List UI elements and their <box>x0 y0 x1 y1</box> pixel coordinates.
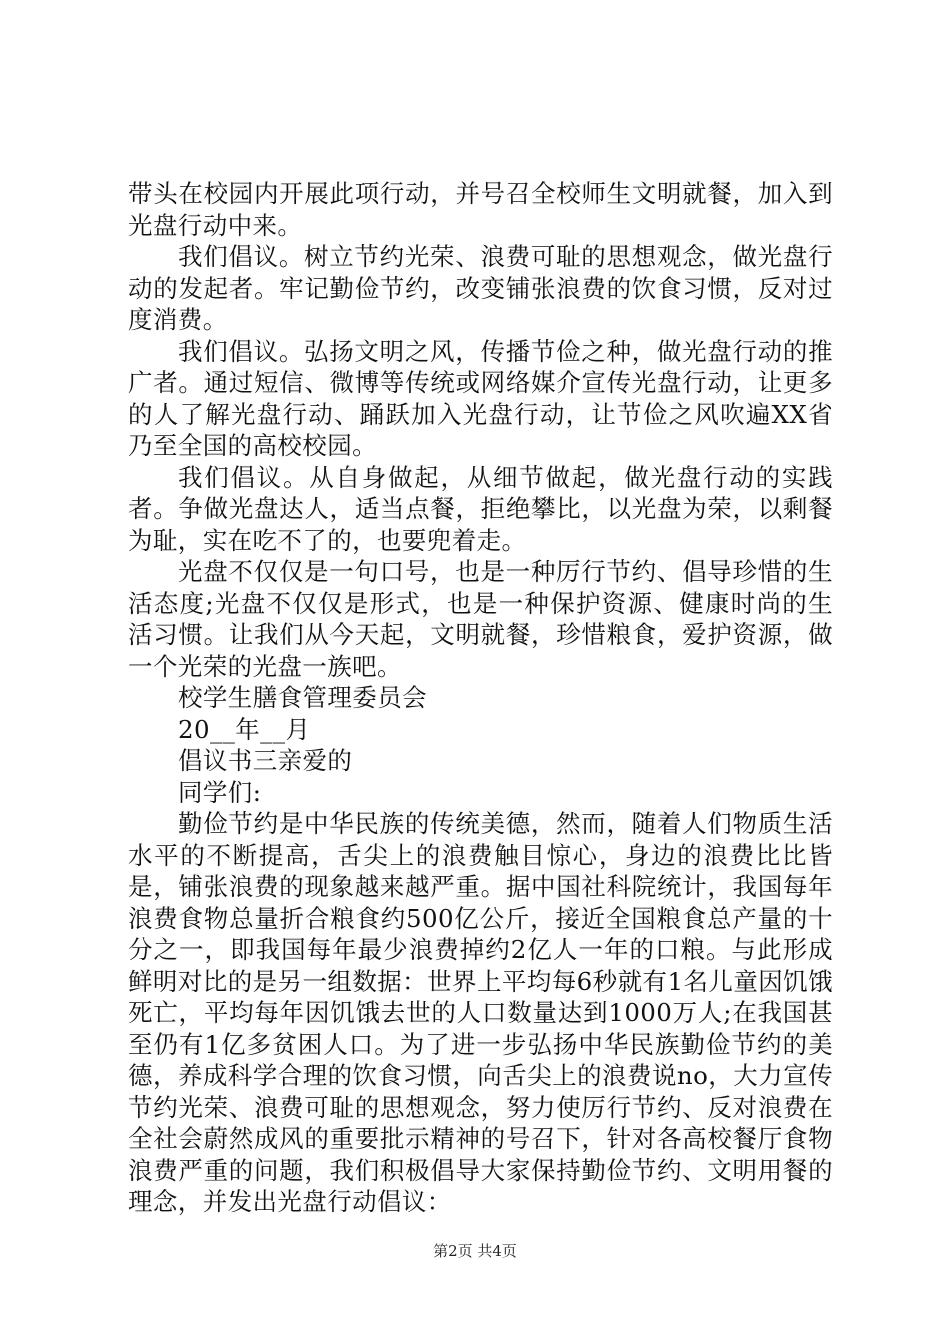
paragraph-continuation: 带头在校园内开展此项行动，并号召全校师生文明就餐，加入到光盘行动中来。 <box>128 179 833 240</box>
paragraph-body: 勤俭节约是中华民族的传统美德，然而，随着人们物质生活水平的不断提高，舌尖上的浪费触目惊心，身边的浪费比比皆是，铺张浪费的现象越来越严重。据中国社科院统计，我国每年浪费食物总量折合粮食约500亿公斤，接近全国粮食总产量的十分之一，即我国每年最少浪费掉约2亿人一年的口粮。与此形成鲜明对比的是另一组数据：世界上平均每6秒就有1名儿童因饥饿死亡，平均每年因饥饿去世的人口数量达到1000万人;在我国甚至仍有1亿多贫困人口。为了进一步弘扬中华民族勤俭节约的美德，养成科学合理的饮食习惯，向舌尖上的浪费说no，大力宣传节约光荣、浪费可耻的思想观念，努力使厉行节约、反对浪费在全社会蔚然成风的重要批示精神的号召下，针对各高校餐厅食物浪费严重的问题，我们积极倡导大家保持勤俭节约、文明用餐的理念，并发出光盘行动倡议： <box>128 809 833 1216</box>
salutation: 同学们: <box>178 777 262 807</box>
paragraph-proposal-3: 我们倡议。从自身做起，从细节做起，做光盘行动的实践者。争做光盘达人，适当点餐，拒绝攀比，以光盘为荣，以剩餐为耻，实在吃不了的，也要兜着走。 <box>128 462 833 555</box>
paragraph-proposal-2: 我们倡议。弘扬文明之风，传播节俭之种，做光盘行动的推广者。通过短信、微博等传统或网络媒介宣传光盘行动，让更多的人了解光盘行动、踊跃加入光盘行动，让节俭之风吹遍XX省乃至全国的高校校园。 <box>128 336 833 460</box>
paragraph-proposal-1: 我们倡议。树立节约光荣、浪费可耻的思想观念，做光盘行动的发起者。牢记勤俭节约，改变铺张浪费的饮食习惯，反对过度消费。 <box>128 242 833 334</box>
page-number-footer: 第2页 共4页 <box>433 1242 517 1260</box>
document-body <box>128 178 833 1218</box>
signature-committee: 校学生膳食管理委员会 <box>178 683 427 712</box>
paragraph-closing: 光盘不仅仅是一句口号，也是一种厉行节约、倡导珍惜的生活态度;光盘不仅仅是形式，也是一种保护资源、健康时尚的生活习惯。让我们从今天起，文明就餐，珍惜粮食，爱护资源，做一个光荣的光盘一族吧。 <box>128 557 833 681</box>
signature-date: 20__年__月 <box>178 714 311 744</box>
section-heading: 倡议书三亲爱的 <box>178 746 353 775</box>
